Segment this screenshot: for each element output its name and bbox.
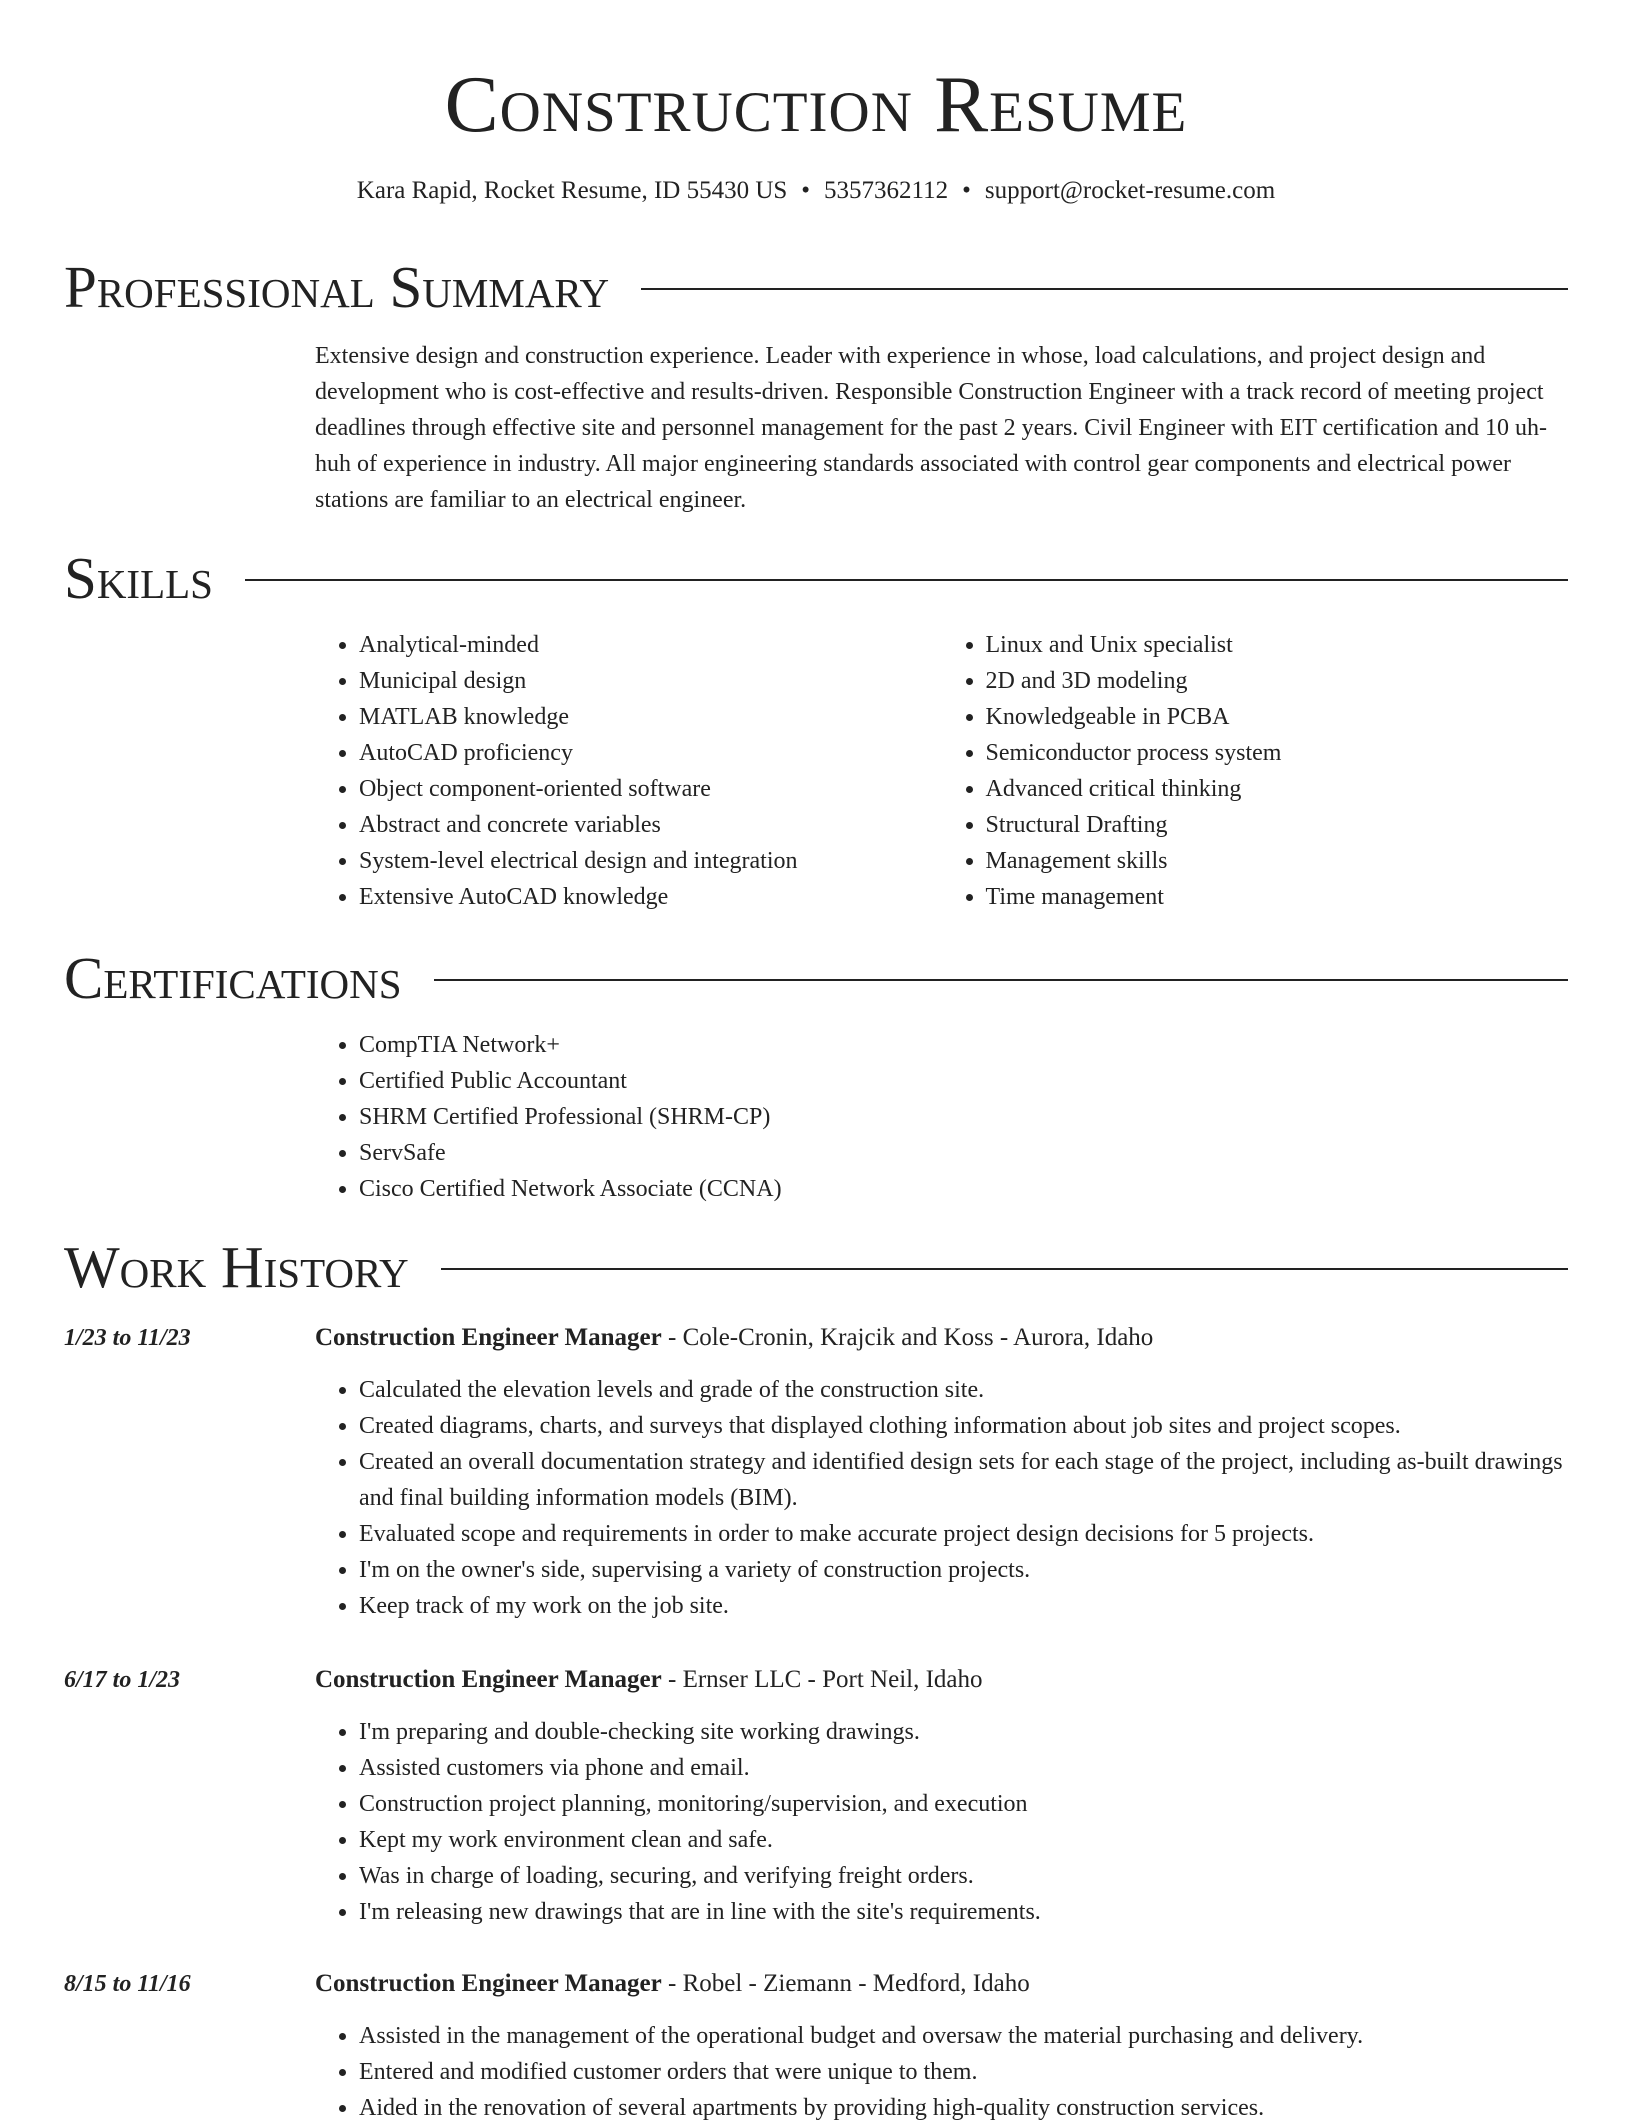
- job-title: Construction Engineer Manager: [315, 1970, 662, 1997]
- job-employer: - Cole-Cronin, Krajcik and Koss - Aurora, Idaho: [661, 1324, 1154, 1351]
- job-bullet-list: [315, 1714, 1568, 1930]
- certification-item: • ServSafe: [359, 1135, 1568, 1171]
- contact-address: Kara Rapid, Rocket Resume, ID 55430 US: [356, 177, 788, 204]
- job-bullet: • Keep track of my work on the job site.: [359, 1588, 1568, 1624]
- skill-item: • Analytical-minded: [359, 627, 942, 663]
- job-bullet: • Created an overall documentation strategy and identified design sets for each stage of the project, including as-built drawings and final building information models (BIM).: [359, 1444, 1568, 1516]
- skill-item: • Object component-oriented software: [359, 771, 942, 807]
- job-bullet: • Was in charge of loading, securing, and verifying freight orders.: [359, 1858, 1568, 1894]
- section-divider: [641, 288, 1568, 290]
- job-dates: 1/23 to 11/23: [64, 1325, 191, 1351]
- job-bullet: • Assisted customers via phone and email.: [359, 1750, 1568, 1786]
- job-role-line: [315, 1662, 983, 1698]
- job-bullet: • Created diagrams, charts, and surveys that displayed clothing information about job sites and project scopes.: [359, 1408, 1568, 1444]
- section-divider: [245, 579, 1568, 581]
- certifications-list: [315, 1027, 1568, 1207]
- certification-item: • Cisco Certified Network Associate (CCNA): [359, 1171, 1568, 1207]
- job-bullet: • Kept my work environment clean and safe.: [359, 1822, 1568, 1858]
- bullet-separator: •: [801, 177, 811, 204]
- job-bullet-list: [315, 2018, 1568, 2126]
- skill-item: • 2D and 3D modeling: [986, 663, 1569, 699]
- summary-text: Extensive design and construction experience. Leader with experience in whose, load calculations, and project design and development who is cost-effective and results-driven. Responsible Construction Engineer with a track record of meeting project deadlines through effective site and personnel management for the past 2 years. Civil Engineer with EIT certification and 10 uh-huh of experience in industry. All major engineering standards associated with control gear components and electrical power stations are familiar to an electrical engineer.: [315, 343, 1548, 513]
- resume-title: Construction Resume: [444, 59, 1188, 149]
- skills-list-right: [942, 627, 1569, 915]
- job-dates: 8/15 to 11/16: [64, 1971, 191, 1997]
- section-divider: [434, 979, 1568, 981]
- certification-item: • SHRM Certified Professional (SHRM-CP): [359, 1099, 1568, 1135]
- contact-line: [64, 174, 1568, 208]
- skill-item: • Linux and Unix specialist: [986, 627, 1569, 663]
- job-bullet: • I'm on the owner's side, supervising a variety of construction projects.: [359, 1552, 1568, 1588]
- work-history-section-header: [64, 1234, 1568, 1300]
- skills-section-header: [64, 545, 1568, 611]
- section-divider: [441, 1268, 1568, 1270]
- job-bullet: • Entered and modified customer orders that were unique to them.: [359, 2054, 1568, 2090]
- skill-item: • MATLAB knowledge: [359, 699, 942, 735]
- contact-email: support@rocket-resume.com: [984, 177, 1276, 204]
- job-role-line: [315, 1320, 1153, 1356]
- skill-item: • System-level electrical design and integration: [359, 843, 942, 879]
- summary-body: [315, 338, 1568, 518]
- job-bullet: • Aided in the renovation of several apartments by providing high-quality construction services.: [359, 2090, 1568, 2126]
- skills-list-left: [315, 627, 942, 915]
- job-bullet: • Evaluated scope and requirements in order to make accurate project design decisions for 5 projects.: [359, 1516, 1568, 1552]
- certifications-section-header: [64, 945, 1568, 1011]
- skill-item: • Municipal design: [359, 663, 942, 699]
- skill-item: • Time management: [986, 879, 1569, 915]
- job-title: Construction Engineer Manager: [315, 1666, 662, 1693]
- summary-heading: Professional Summary: [64, 254, 610, 320]
- skill-item: • Semiconductor process system: [986, 735, 1569, 771]
- job-bullet: • Assisted in the management of the operational budget and oversaw the material purchasing and delivery.: [359, 2018, 1568, 2054]
- job-bullet: • Construction project planning, monitoring/supervision, and execution: [359, 1786, 1568, 1822]
- certification-item: • Certified Public Accountant: [359, 1063, 1568, 1099]
- skill-item: • Advanced critical thinking: [986, 771, 1569, 807]
- bullet-separator: •: [962, 177, 971, 204]
- skill-item: • Abstract and concrete variables: [359, 807, 942, 843]
- skill-item: • Structural Drafting: [986, 807, 1569, 843]
- job-bullet-list: [315, 1372, 1568, 1624]
- skill-item: • Management skills: [986, 843, 1569, 879]
- skill-item: • Extensive AutoCAD knowledge: [359, 879, 942, 915]
- job-employer: - Ernser LLC - Port Neil, Idaho: [661, 1666, 983, 1693]
- summary-section-header: [64, 254, 1568, 320]
- certification-item: • CompTIA Network+: [359, 1027, 1568, 1063]
- job-bullet: • I'm releasing new drawings that are in line with the site's requirements.: [359, 1894, 1568, 1930]
- skills-heading: Skills: [64, 545, 213, 611]
- skills-body: [315, 627, 1568, 915]
- job-bullet: • Calculated the elevation levels and grade of the construction site.: [359, 1372, 1568, 1408]
- certifications-heading: Certifications: [64, 945, 402, 1011]
- work-history-heading: Work History: [64, 1234, 409, 1300]
- certifications-body: [315, 1027, 1568, 1207]
- contact-phone: 5357362112: [824, 177, 949, 204]
- skill-item: • AutoCAD proficiency: [359, 735, 942, 771]
- job-bullet: • I'm preparing and double-checking site working drawings.: [359, 1714, 1568, 1750]
- job-dates: 6/17 to 1/23: [64, 1667, 181, 1693]
- job-title: Construction Engineer Manager: [315, 1324, 662, 1351]
- job-role-line: [315, 1966, 1030, 2002]
- skill-item: • Knowledgeable in PCBA: [986, 699, 1569, 735]
- job-employer: - Robel - Ziemann - Medford, Idaho: [661, 1970, 1030, 1997]
